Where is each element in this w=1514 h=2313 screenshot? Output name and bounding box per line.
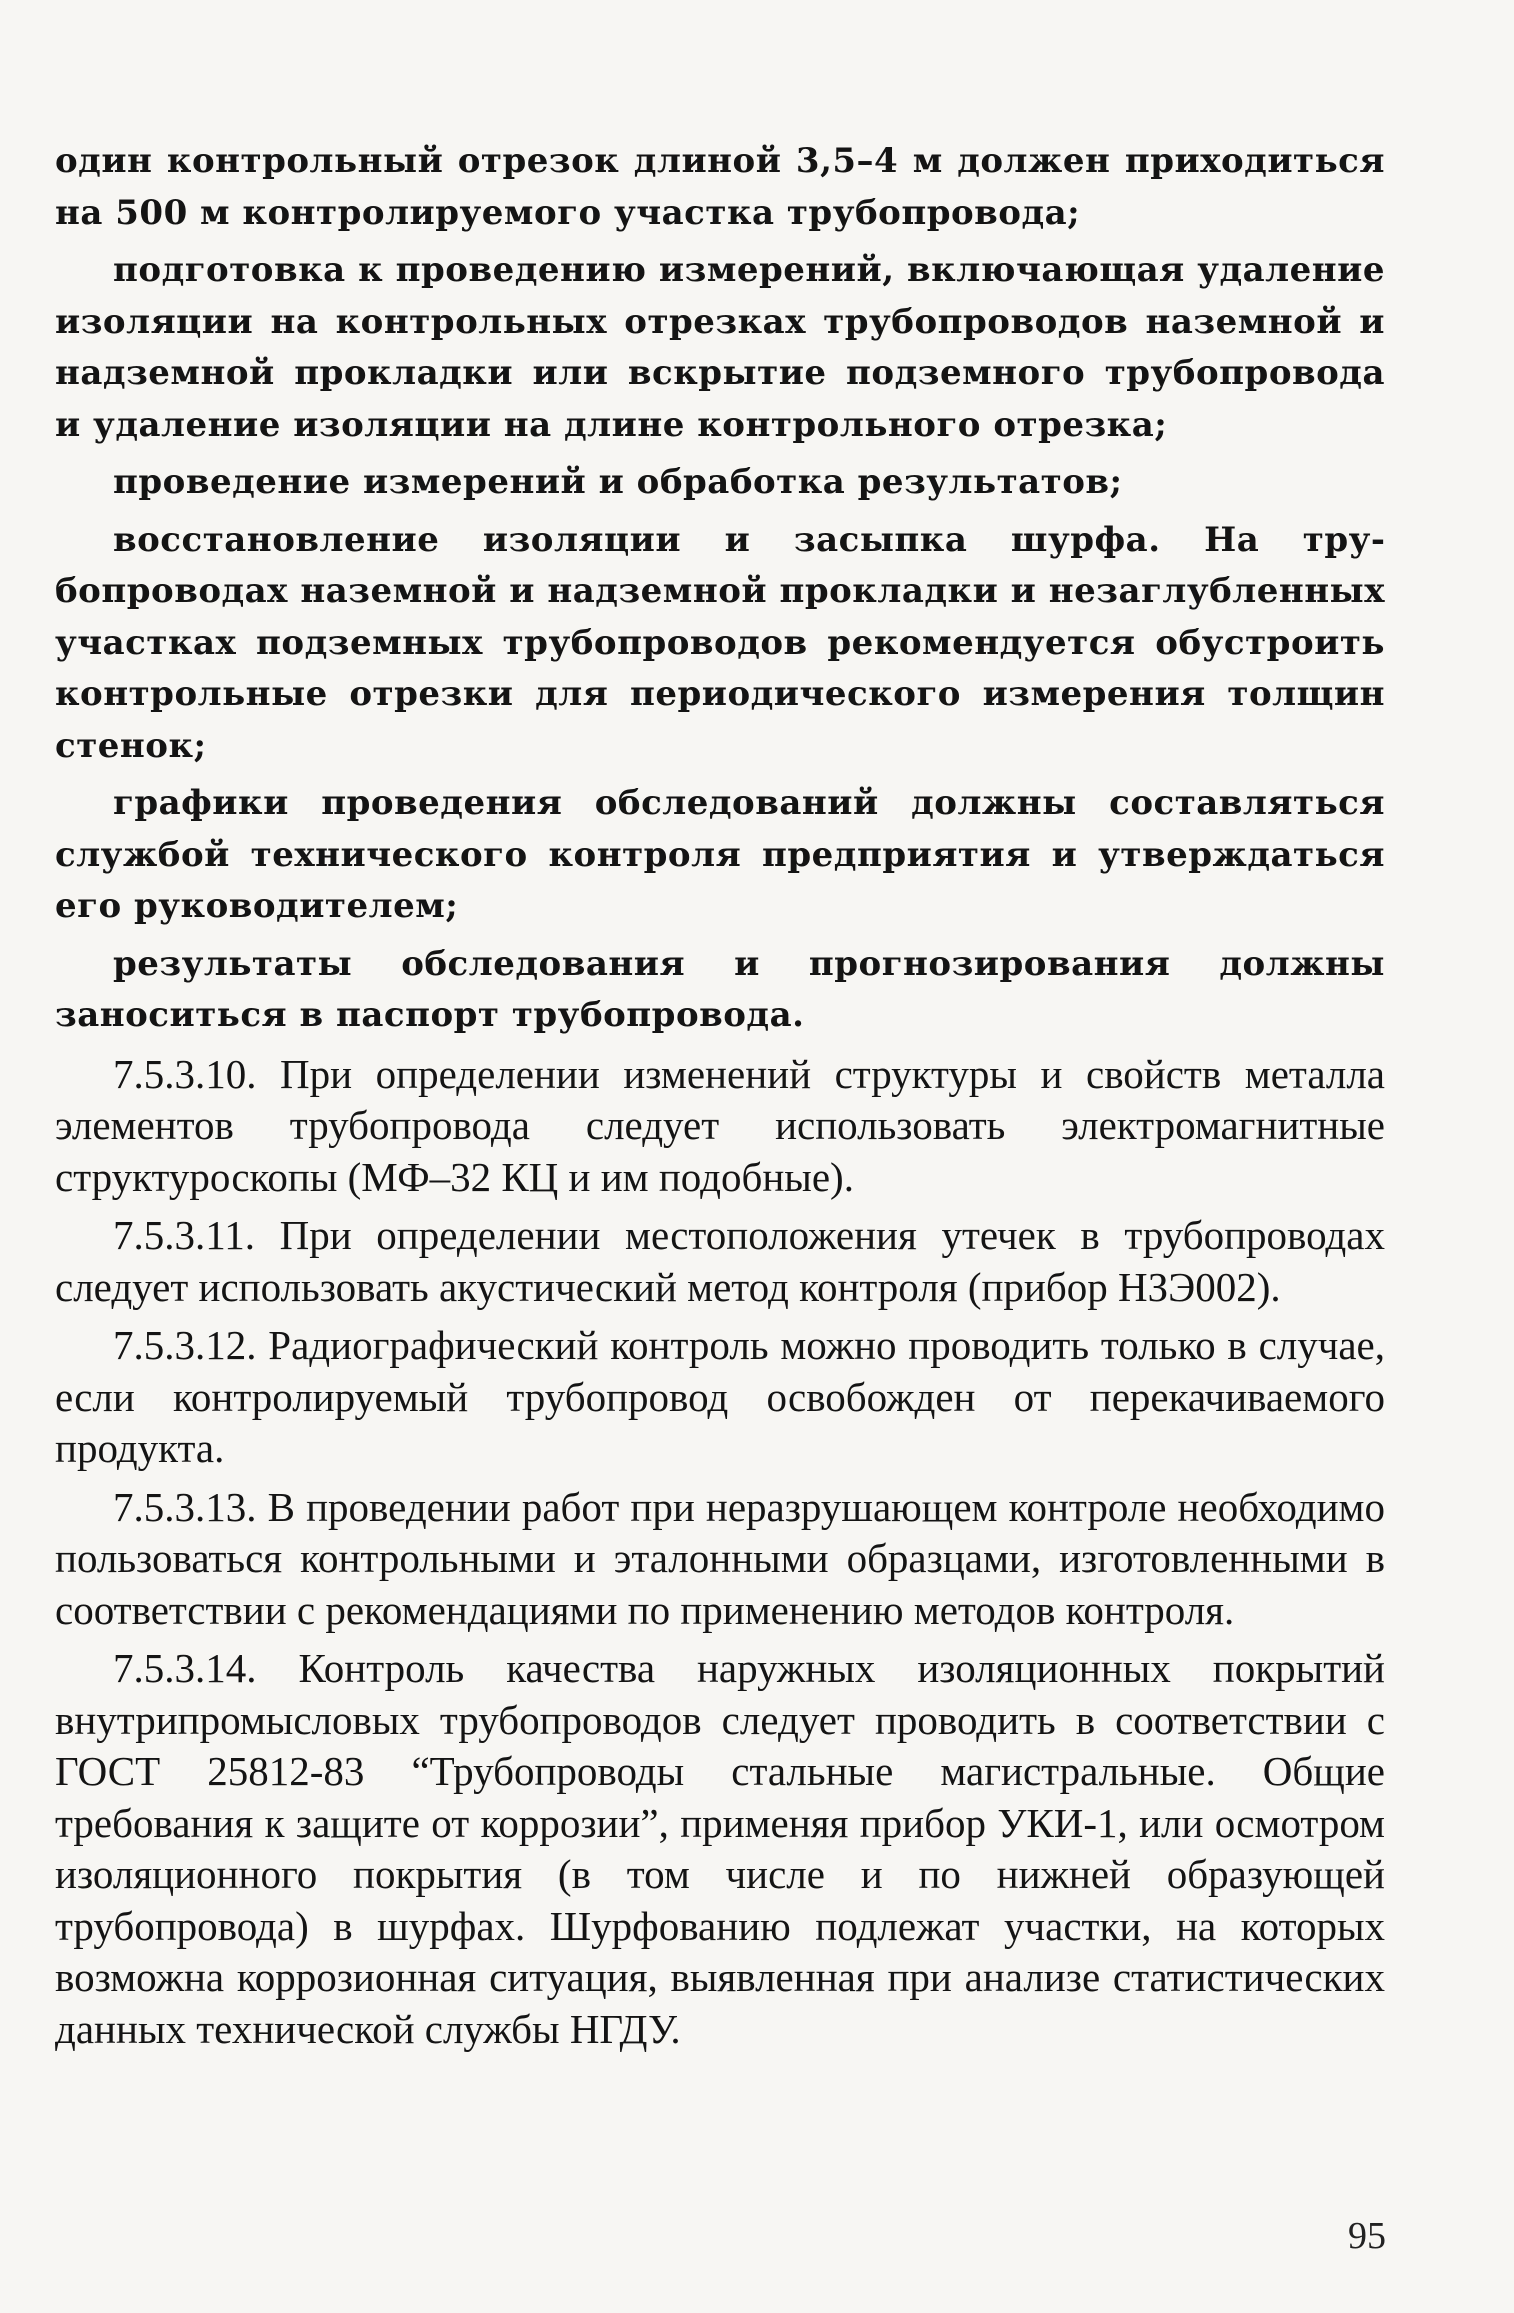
list-item-schedules: графики проведения обследований должны составляться службой технического контроля предприятия и утверждаться его руководителем; bbox=[55, 783, 1385, 926]
list-item-measurements: проведение измерений и обработка результатов; bbox=[113, 462, 1123, 502]
clause-7-5-3-11: 7.5.3.11. При определении местоположения утечек в трубопроводах следует использовать акустический метод контроля (прибор НЗЭ002). bbox=[55, 1212, 1385, 1310]
page-number: 95 bbox=[1348, 2215, 1386, 2257]
list-items-block bbox=[55, 136, 1385, 1042]
clause-7-5-3-14: 7.5.3.14. Контроль качества наружных изоляционных покрытий внутрипромысловых трубопроводов следует проводить в соответствии с ГОСТ 25812-83 “Трубопроводы стальные магистральные. Общие требования к защите от коррозии”, применяя прибор УКИ-1, или осмотром изоляционного покрытия (в том числе и по нижней образующей трубопровода) в шурфах. Шурфованию подлежат участки, на которых возможна коррозионная ситуация, выявленная при анализе статистических данных технической службы НГДУ. bbox=[55, 1645, 1385, 2052]
clause-7-5-3-12: 7.5.3.12. Радиографический контроль можно проводить только в случае, если контролируемый трубопровод освобожден от перекачиваемого продукта. bbox=[55, 1322, 1385, 1471]
list-item-preparation: подготовка к проведению измерений, включающая удаление изоляции на контрольных отрезках трубопроводов наземной и надземной прокладки или вскрытие подземного трубопровода и удаление изоляции на длине контрольного отрезка; bbox=[55, 250, 1385, 445]
clauses-block bbox=[55, 1049, 1385, 2056]
clause-7-5-3-13: 7.5.3.13. В проведении работ при неразрушающем контроле необходимо пользоваться контрольными и эталонными образцами, изготовленными в соответствии с рекомендациями по применению методов контроля. bbox=[55, 1483, 1385, 1633]
list-item-control-segment: один контрольный отрезок длиной 3,5–4 м должен приходиться на 500 м контролируемого участка трубопровода; bbox=[55, 141, 1385, 233]
document-page bbox=[55, 136, 1385, 2055]
clause-7-5-3-10: 7.5.3.10. При определении изменений структуры и свойств металла элементов трубопровода следует использовать электромагнитные структуроскопы (МФ–32 КЦ и им подобные). bbox=[55, 1050, 1385, 1200]
list-item-restoration: восстановление изоляции и засыпка шурфа. На трубопроводах наземной и надземной прокладки и незаглубленных участках подземных трубопроводов рекомендуется обустроить контрольные отрезки для периодического измерения толщин стенок; bbox=[55, 519, 1385, 766]
list-item-results: результаты обследования и прогнозирования должны заноситься в паспорт трубопровода. bbox=[55, 943, 1385, 1035]
